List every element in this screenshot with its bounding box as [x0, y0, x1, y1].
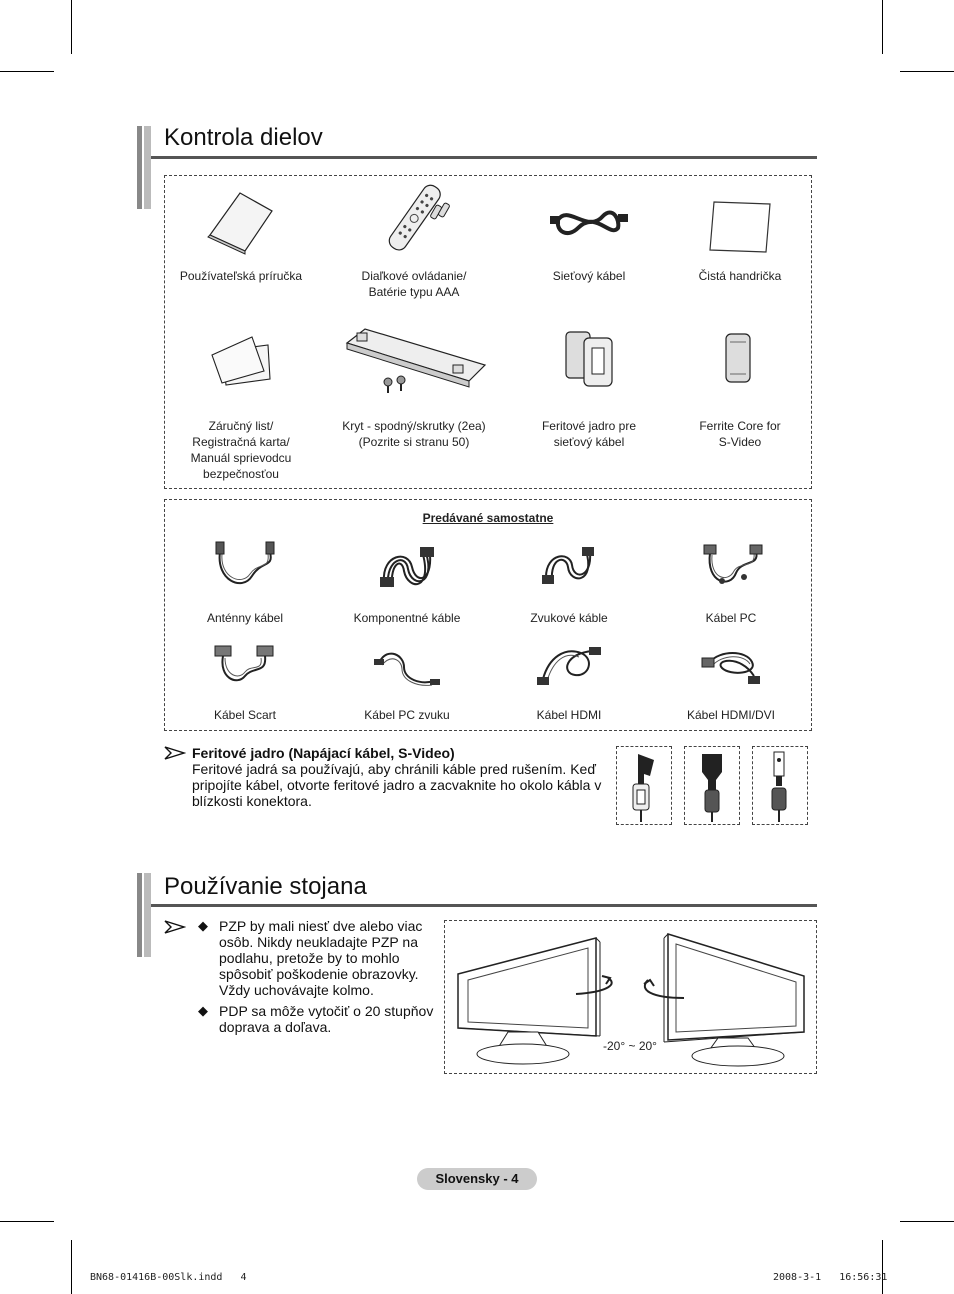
crop-mark: [882, 0, 883, 54]
note-text: Feritové jadrá sa používajú, aby chránili káble pred rušením. Keď pripojíte kábel, otvorte feritové jadro a zacvaknite ho okolo kábla v blízkosti konektora.: [192, 761, 602, 809]
component-cables-icon: [378, 545, 436, 593]
bullet-text: PDP sa môže vytočiť o 20 stupňov doprava a doľava.: [219, 1003, 434, 1035]
item-label: Feritové jadro pre sieťový kábel: [541, 419, 637, 449]
diamond-bullet-icon: ◆: [198, 1003, 208, 1018]
cable-label: Kábel HDMI: [536, 708, 602, 722]
crop-mark: [0, 1221, 54, 1222]
stand-cover-icon: [343, 325, 488, 395]
ferrite-core-power-icon: [562, 328, 618, 390]
section-title: Používanie stojana: [164, 873, 367, 900]
arrow-right-icon: [164, 920, 186, 934]
item-label: Sieťový kábel: [552, 269, 626, 283]
cable-label: Kábel Scart: [213, 708, 277, 722]
ferrite-svideo-plug-icon: [756, 750, 804, 822]
ferrite-plug-straight-icon: [688, 750, 736, 822]
bullet-text: PZP by mali niesť dve alebo viac osôb. Nikdy neukladajte PZP na podlahu, pretože by to mohlo spôsobiť poškodenie obrazovky. Vždy uchovávajte kolmo.: [219, 918, 423, 998]
cable-label: Kábel PC zvuku: [364, 708, 450, 722]
item-label: Záručný list/ Registračná karta/ Manuál sprievodcu bezpečnosťou: [190, 419, 292, 481]
crop-mark: [0, 71, 54, 72]
footer-file: BN68-01416B-00Slk.indd 4: [90, 1272, 247, 1283]
page-label: Slovensky - 4: [417, 1168, 537, 1190]
audio-cables-icon: [540, 545, 598, 589]
crop-mark: [900, 1221, 954, 1222]
cable-label: Zvukové káble: [530, 611, 608, 625]
manual-icon: [200, 185, 280, 255]
item-label: Kryt - spodný/skrutky (2ea) (Pozrite si stranu 50): [342, 419, 486, 449]
section-rule: [151, 904, 817, 907]
crop-mark: [71, 1240, 72, 1294]
cable-label: Komponentné káble: [353, 611, 461, 625]
cable-label: Anténny kábel: [206, 611, 284, 625]
diamond-bullet-icon: ◆: [198, 918, 208, 933]
crop-mark: [882, 1240, 883, 1294]
warranty-card-icon: [208, 335, 274, 387]
hdmi-dvi-cable-icon: [700, 646, 762, 690]
cable-label: Kábel HDMI/DVI: [686, 708, 776, 722]
crop-mark: [71, 0, 72, 54]
item-label: Diaľkové ovládanie/ Batérie typu AAA: [361, 269, 467, 299]
scart-cable-icon: [213, 642, 275, 690]
crop-mark: [900, 71, 954, 72]
section-bar: [144, 873, 151, 957]
sold-separately-heading: Predávané samostatne: [422, 511, 554, 525]
angle-label: -20° ~ 20°: [603, 1039, 657, 1053]
cable-label: Kábel PC: [705, 611, 757, 625]
section-bar: [137, 873, 142, 957]
power-cord-icon: [548, 198, 630, 243]
note-title: Feritové jadro (Napájací kábel, S-Video): [192, 745, 455, 761]
remote-control-icon: [375, 183, 455, 255]
section-title: Kontrola dielov: [164, 124, 323, 151]
hdmi-cable-icon: [535, 643, 603, 691]
antenna-cable-icon: [212, 540, 278, 592]
arrow-right-icon: [164, 746, 186, 760]
pc-audio-cable-icon: [374, 645, 440, 689]
pc-cable-icon: [700, 543, 766, 591]
section-rule: [151, 156, 817, 159]
ferrite-plug-angled-icon: [620, 750, 668, 822]
item-label: Ferrite Core for S-Video: [699, 419, 781, 449]
item-label: Používateľská príručka: [179, 269, 303, 283]
footer-timestamp: 2008-3-1 16:56:31: [773, 1272, 888, 1283]
ferrite-core-svideo-icon: [718, 330, 758, 386]
section-bar: [137, 126, 142, 209]
cleaning-cloth-icon: [708, 198, 774, 256]
section-bar: [144, 126, 151, 209]
item-label: Čistá handrička: [698, 269, 782, 283]
